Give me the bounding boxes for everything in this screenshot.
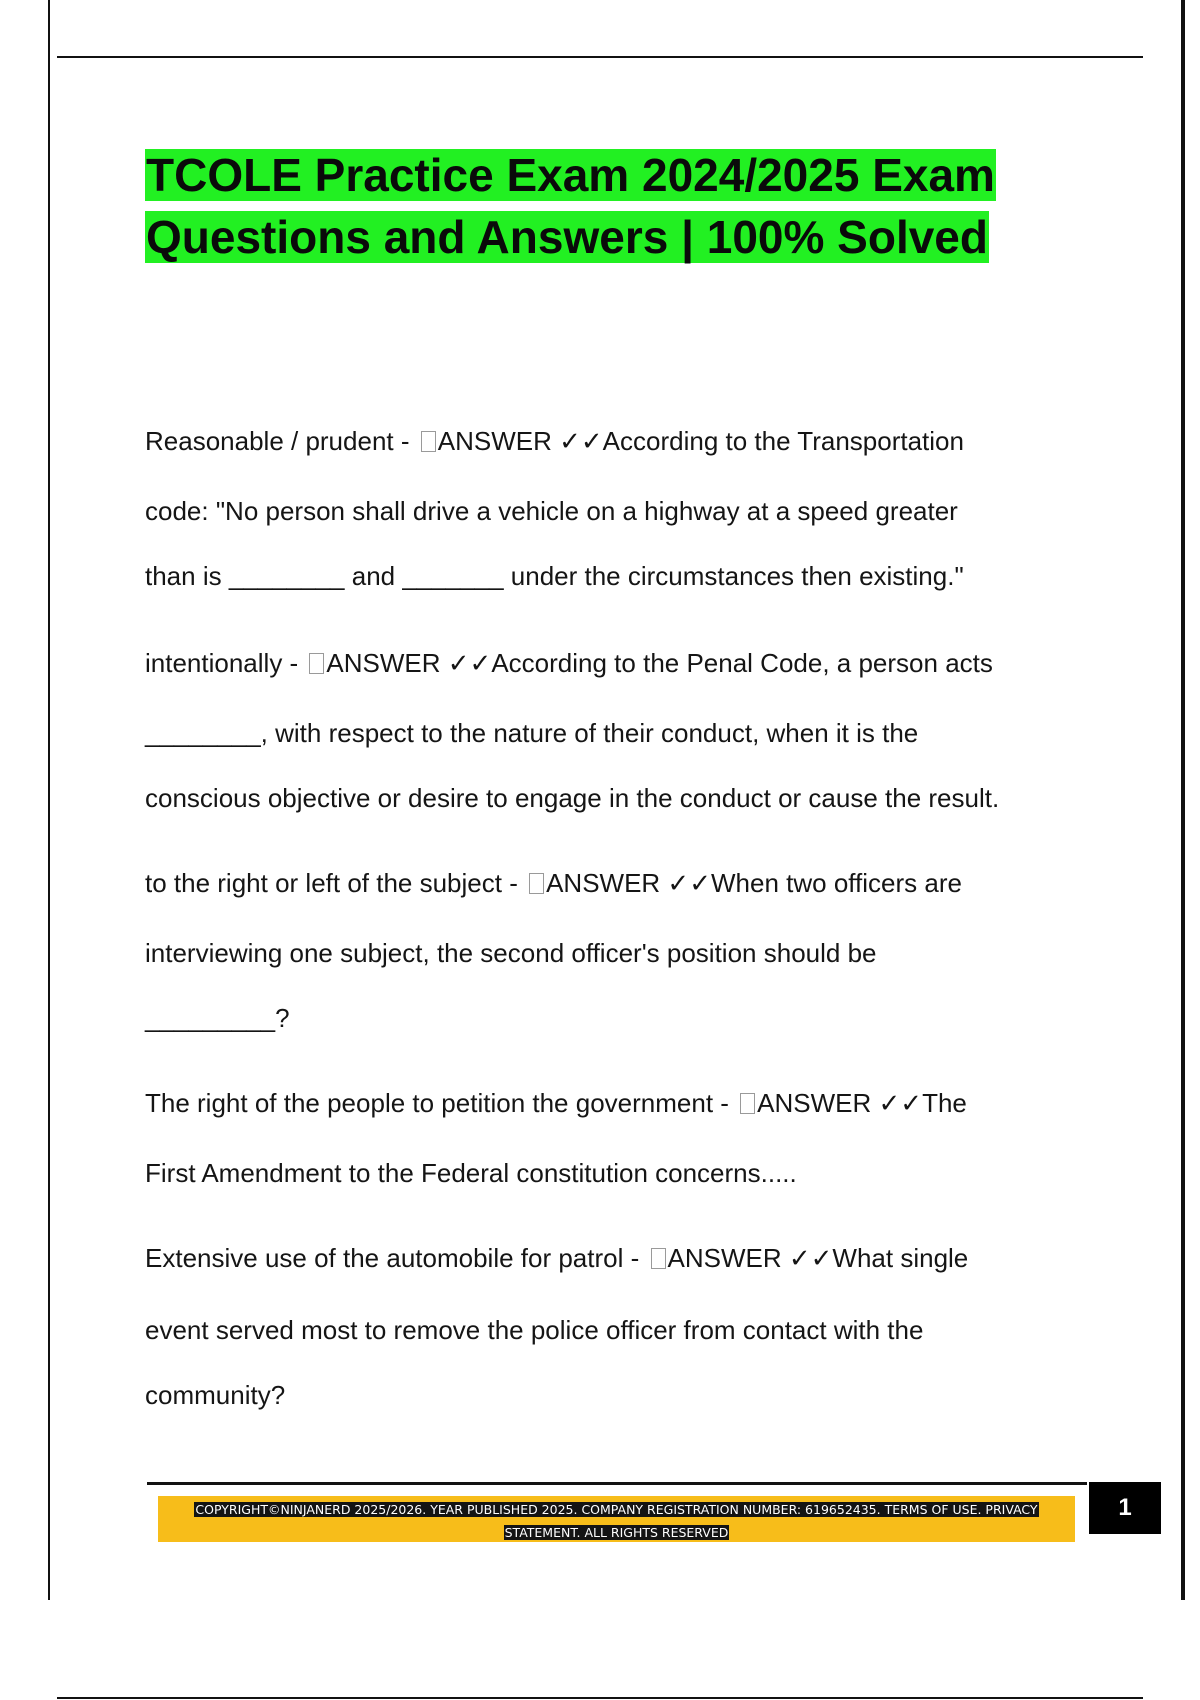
qa-line	[145, 1088, 967, 1119]
answer-marker: ANSWER ✓✓	[546, 868, 712, 898]
footer-rule	[147, 1482, 1087, 1485]
question-text: What single	[832, 1243, 969, 1273]
answer-box-icon	[529, 873, 544, 894]
question-text: According to the Penal Code, a person acts	[491, 648, 993, 678]
answer-marker: ANSWER ✓✓	[326, 648, 492, 678]
answer-text: The right of the people to petition the government -	[145, 1088, 737, 1118]
title-line-1: TCOLE Practice Exam 2024/2025 Exam	[146, 149, 995, 201]
qa-line: community?	[145, 1380, 286, 1410]
answer-box-icon	[651, 1248, 666, 1269]
qa-line	[145, 1243, 968, 1274]
qa-line: than is ________ and _______ under the circumstances then existing."	[145, 561, 964, 591]
qa-line	[145, 426, 964, 457]
qa-line: conscious objective or desire to engage in the conduct or cause the result.	[145, 783, 1000, 813]
copyright-notice	[170, 1498, 1063, 1544]
qa-line: ________, with respect to the nature of their conduct, when it is the	[145, 718, 919, 748]
question-text: When two officers are	[711, 868, 962, 898]
copyright-line-2: STATEMENT. ALL RIGHTS RESERVED	[504, 1525, 729, 1540]
qa-line: interviewing one subject, the second officer's position should be	[145, 938, 877, 968]
question-text: According to the Transportation	[602, 426, 964, 456]
answer-text: Reasonable / prudent -	[145, 426, 417, 456]
document-title	[145, 144, 996, 268]
answer-box-icon	[421, 431, 436, 452]
page-border-right	[1181, 0, 1185, 1600]
answer-marker: ANSWER ✓✓	[437, 426, 603, 456]
next-page-rule	[57, 1697, 1143, 1699]
answer-text: Extensive use of the automobile for patrol -	[145, 1243, 647, 1273]
answer-text: intentionally -	[145, 648, 306, 678]
answer-box-icon	[740, 1093, 755, 1114]
title-line-2: Questions and Answers | 100% Solved	[146, 211, 988, 263]
header-rule	[57, 56, 1143, 58]
answer-text: to the right or left of the subject -	[145, 868, 526, 898]
qa-line	[145, 648, 993, 679]
qa-line	[145, 868, 962, 899]
qa-line: _________?	[145, 1003, 290, 1033]
answer-box-icon	[309, 653, 324, 674]
qa-line: code: "No person shall drive a vehicle on a highway at a speed greater	[145, 496, 958, 526]
answer-marker: ANSWER ✓✓	[667, 1243, 833, 1273]
page-border-left	[48, 0, 50, 1600]
qa-line: event served most to remove the police officer from contact with the	[145, 1315, 924, 1345]
page-number: 1	[1089, 1482, 1161, 1534]
question-text: The	[922, 1088, 967, 1118]
answer-marker: ANSWER ✓✓	[757, 1088, 923, 1118]
qa-line: First Amendment to the Federal constitution concerns.....	[145, 1158, 797, 1188]
copyright-line-1: COPYRIGHT©NINJANERD 2025/2026. YEAR PUBLISHED 2025. COMPANY REGISTRATION NUMBER: 619652435. TERMS OF USE. PRIVACY	[195, 1502, 1038, 1517]
